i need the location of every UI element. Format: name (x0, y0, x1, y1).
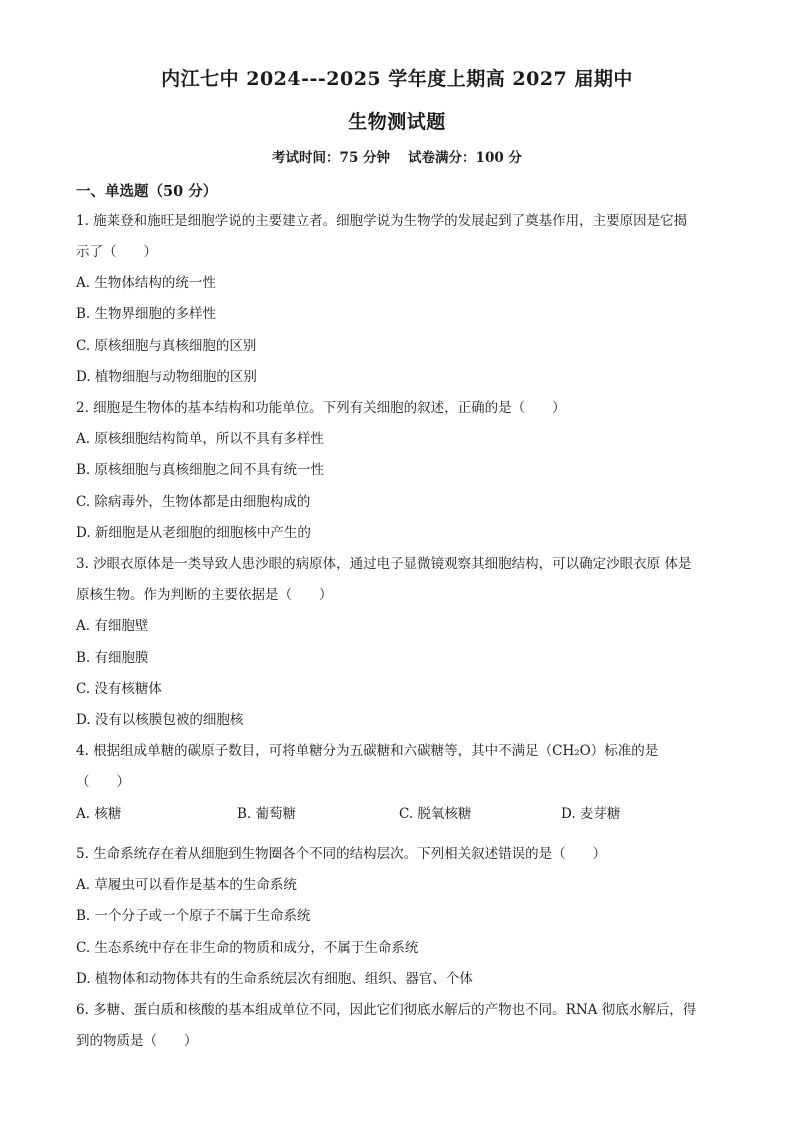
q6-stem-line1: 6. 多糖、蛋白质和核酸的基本组成单位不同，因此它们彻底水解后的产物也不同。RNA 彻底水解后，得 (76, 1002, 697, 1018)
q2-option-a: A. 原核细胞结构简单，所以不具有多样性 (76, 431, 324, 447)
q5-option-c: C. 生态系统中存在非生命的物质和成分，不属于生命系统 (76, 940, 419, 956)
q1-stem-line1: 1. 施莱登和施旺是细胞学说的主要建立者。细胞学说为生物学的发展起到了奠基作用，主要原因是它揭 (76, 213, 688, 229)
exam-time: 考试时间：75 分钟 (272, 150, 391, 166)
exam-title: 内江七中 2024---2025 学年度上期高 2027 届期中 (161, 68, 633, 90)
exam-info (0, 146, 794, 166)
q6-stem-line2: 到的物质是（ ） (76, 1033, 198, 1049)
q1-option-b: B. 生物界细胞的多样性 (76, 306, 217, 322)
q3-option-a: A. 有细胞壁 (76, 618, 149, 634)
exam-score: 试卷满分：100 分 (408, 150, 522, 166)
q3-option-c: C. 没有核糖体 (76, 681, 162, 697)
q2-option-d: D. 新细胞是从老细胞的细胞核中产生的 (76, 525, 311, 541)
q3-option-d: D. 没有以核膜包被的细胞核 (76, 712, 244, 728)
q4-option-c: C. 脱氧核糖 (399, 806, 472, 822)
q5-option-b: B. 一个分子或一个原子不属于生命系统 (76, 908, 311, 924)
q4-option-d: D. 麦芽糖 (561, 806, 621, 822)
q4-option-a: A. 核糖 (76, 806, 122, 822)
q3-stem-line1: 3. 沙眼衣原体是一类导致人患沙眼的病原体，通过电子显微镜观察其细胞结构，可以确定沙眼衣原 体是 (76, 556, 692, 572)
q2-option-b: B. 原核细胞与真核细胞之间不具有统一性 (76, 462, 325, 478)
q3-stem-line2: 原核生物。作为判断的主要依据是（ ） (76, 587, 333, 603)
q5-stem-line1: 5. 生命系统存在着从细胞到生物圈各个不同的结构层次。下列相关叙述错误的是（ ） (76, 846, 607, 862)
q4-option-b: B. 葡萄糖 (237, 806, 297, 822)
q1-option-c: C. 原核细胞与真核细胞的区别 (76, 338, 257, 354)
q3-option-b: B. 有细胞膜 (76, 650, 149, 666)
q2-stem-line1: 2. 细胞是生物体的基本结构和功能单位。下列有关细胞的叙述，正确的是（ ） (76, 400, 566, 416)
q4-stem-line2: （ ） (76, 774, 130, 790)
q1-option-d: D. 植物细胞与动物细胞的区别 (76, 369, 257, 385)
q5-option-d: D. 植物体和动物体共有的生命系统层次有细胞、组织、器官、个体 (76, 971, 473, 987)
q4-stem-line1: 4. 根据组成单糖的碳原子数目，可将单糖分为五碳糖和六碳糖等，其中不满足（CH₂O）标准的是 (76, 743, 659, 759)
q1-option-a: A. 生物体结构的统一性 (76, 275, 216, 291)
exam-subtitle: 生物测试题 (348, 111, 446, 133)
q2-option-c: C. 除病毒外，生物体都是由细胞构成的 (76, 494, 311, 510)
q1-stem-line2: 示了（ ） (76, 244, 157, 260)
q4-options-row (76, 804, 716, 824)
q5-option-a: A. 草履虫可以看作是基本的生命系统 (76, 877, 297, 893)
section-heading: 一、单选题（50 分） (76, 183, 218, 200)
